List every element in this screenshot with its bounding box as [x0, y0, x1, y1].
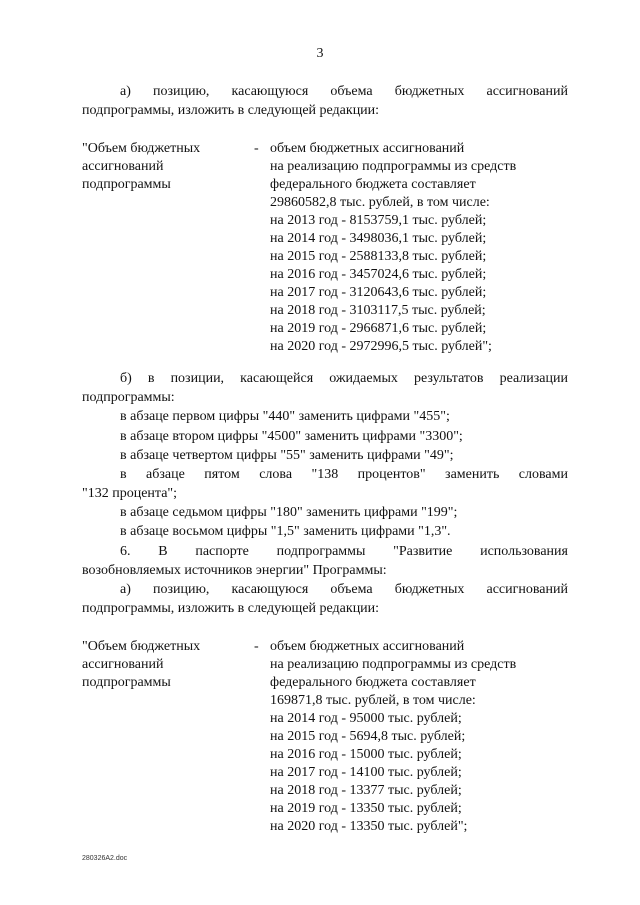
budget-1-value-line: на 2019 год - 2966871,6 тыс. рублей; — [270, 321, 487, 336]
section-a2-line2: подпрограммы, изложить в следующей редакции: — [82, 601, 380, 616]
budget-2-dash: - — [254, 639, 259, 654]
section-b-line1: б) в позиции, касающейся ожидаемых результатов реализации — [120, 371, 568, 386]
budget-1-value-line: на 2015 год - 2588133,8 тыс. рублей; — [270, 249, 487, 264]
budget-2-value-line: на 2014 год - 95000 тыс. рублей; — [270, 711, 462, 726]
budget-1-label — [82, 140, 242, 194]
budget-2-label-line: подпрограммы — [82, 675, 171, 690]
budget-1-value-line: на 2013 год - 8153759,1 тыс. рублей; — [270, 213, 487, 228]
budget-1-dash: - — [254, 141, 259, 156]
budget-1-value-line: 29860582,8 тыс. рублей, в том числе: — [270, 195, 490, 210]
page-number: 3 — [316, 46, 324, 61]
section-b-item4-line2: "132 процента"; — [82, 486, 178, 501]
section-b-line2: подпрограммы: — [82, 390, 175, 405]
budget-2-value-line: на 2016 год - 15000 тыс. рублей; — [270, 747, 462, 762]
budget-2-value-line: федерального бюджета составляет — [270, 675, 476, 690]
section-a1-line2: подпрограммы, изложить в следующей редакции: — [82, 103, 380, 118]
budget-1-label-line: ассигнований — [82, 159, 164, 174]
section-6-line2: возобновляемых источников энергии" Программы: — [82, 563, 387, 578]
budget-2-value-line: объем бюджетных ассигнований — [270, 639, 465, 654]
section-6-line1: 6. В паспорте подпрограммы "Развитие использования — [120, 544, 568, 559]
budget-2-label-line: "Объем бюджетных — [82, 639, 201, 654]
section-b-item: в абзаце седьмом цифры "180" заменить цифрами "199"; — [120, 505, 458, 520]
budget-2-value-line: на 2015 год - 5694,8 тыс. рублей; — [270, 729, 466, 744]
budget-1-label-line: подпрограммы — [82, 177, 171, 192]
section-a1-line1: а) позицию, касающуюся объема бюджетных ассигнований — [120, 84, 568, 99]
budget-2-value-line: на 2019 год - 13350 тыс. рублей; — [270, 801, 462, 816]
budget-2-value-line: на 2017 год - 14100 тыс. рублей; — [270, 765, 462, 780]
budget-1-value-line: на 2020 год - 2972996,5 тыс. рублей"; — [270, 339, 492, 354]
budget-1-value-line: на 2018 год - 3103117,5 тыс. рублей; — [270, 303, 486, 318]
budget-2-value-line: на 2018 год - 13377 тыс. рублей; — [270, 783, 462, 798]
budget-1-value-line: на 2016 год - 3457024,6 тыс. рублей; — [270, 267, 487, 282]
budget-2-value — [270, 638, 568, 836]
budget-1-value-line: объем бюджетных ассигнований — [270, 141, 465, 156]
section-b-item: в абзаце втором цифры "4500" заменить цифрами "3300"; — [120, 429, 463, 444]
budget-1-value-line: на реализацию подпрограммы из средств — [270, 159, 517, 174]
budget-2-value-line: на 2020 год - 13350 тыс. рублей"; — [270, 819, 468, 834]
section-b-item: в абзаце восьмом цифры "1,5" заменить цифрами "1,3". — [120, 524, 451, 539]
budget-1-label-line: "Объем бюджетных — [82, 141, 201, 156]
budget-2-value-line: 169871,8 тыс. рублей, в том числе: — [270, 693, 476, 708]
budget-1-value-line: на 2017 год - 3120643,6 тыс. рублей; — [270, 285, 487, 300]
section-b-item: в абзаце четвертом цифры "55" заменить цифрами "49"; — [120, 448, 454, 463]
footer-filename: 280326A2.doc — [82, 855, 128, 862]
budget-2-label-line: ассигнований — [82, 657, 164, 672]
section-b-item4-line1: в абзаце пятом слова "138 процентов" заменить словами — [120, 467, 568, 482]
section-b-item: в абзаце первом цифры "440" заменить цифрами "455"; — [120, 409, 450, 424]
budget-1-value — [270, 140, 568, 356]
budget-1-value-line: на 2014 год - 3498036,1 тыс. рублей; — [270, 231, 487, 246]
section-a2-line1: а) позицию, касающуюся объема бюджетных ассигнований — [120, 582, 568, 597]
budget-1-value-line: федерального бюджета составляет — [270, 177, 476, 192]
budget-2-label — [82, 638, 242, 692]
budget-2-value-line: на реализацию подпрограммы из средств — [270, 657, 517, 672]
